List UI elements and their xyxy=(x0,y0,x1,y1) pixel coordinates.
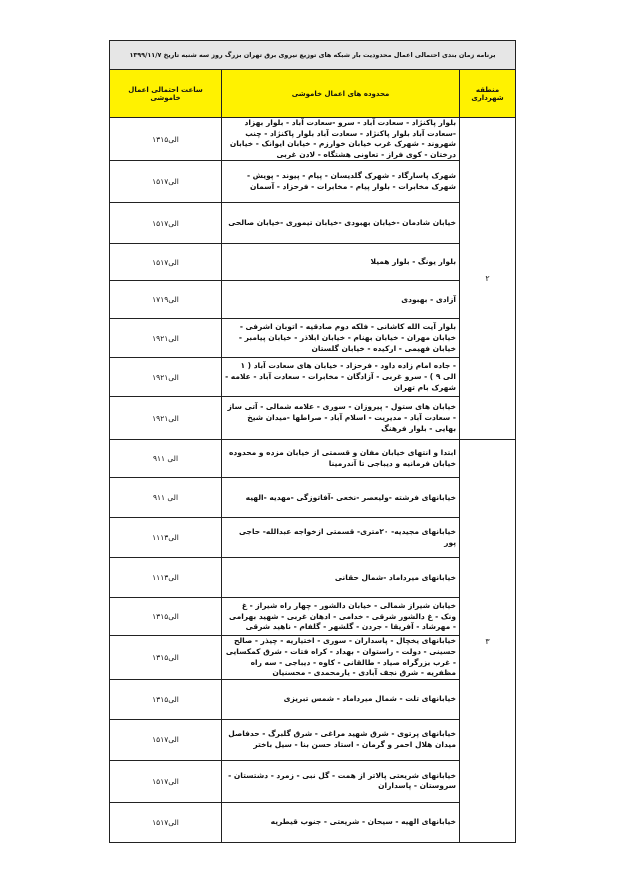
time-cell: ۱۱الی۱۳ xyxy=(110,518,222,558)
time-cell: ۱۳الی۱۵ xyxy=(110,118,222,161)
area-cell: ابتدا و انتهای خیابان مفان و قسمتی از خیابان مزده و محدوده خیابان فرمانیه و دیباجی تا آندرمینا xyxy=(222,440,460,478)
area-cell: خیابانهای تلت - شمال میرداماد - شمس تبریزی xyxy=(222,679,460,719)
time-cell: ۹الی ۱۱ xyxy=(110,478,222,518)
area-cell: خیابان شادمان -خیابان بهبودی -خیابان تیموری -خیابان صالحی xyxy=(222,203,460,244)
area-cell: آزادی - بهبودی xyxy=(222,281,460,319)
table-title: برنامه زمان بندی احتمالی اعمال محدودیت بار شبکه های توزیع نیروی برق تهران بزرگ روز سه شنبه تاریخ ۱۳۹۹/۱۱/۷ xyxy=(110,41,516,70)
header-region: منطقه شهرداری xyxy=(460,70,516,118)
area-cell: خیابانهای فرشته -ولیعصر -نخعی -آفاتوزگی -مهدیه -الهیه xyxy=(222,478,460,518)
schedule-table xyxy=(109,40,516,843)
time-cell: ۱۵الی۱۷ xyxy=(110,802,222,842)
area-cell: بلوار پاکنژاد - سعادت آباد - سرو -سعادت آباد - بلوار بهزاد -سعادت آباد بلوار پاکنژاد - سعادت آباد بلوار پاکنژاد - چنب شهروند - شهرک غرب خیابان خوارزم - خیابان ایوانک - خیابان درختان - کوی فراز - تعاونی هشتگاه - لادن غربی xyxy=(222,118,460,161)
time-cell: ۱۵الی۱۷ xyxy=(110,719,222,760)
time-cell: ۱۵الی۱۷ xyxy=(110,161,222,203)
time-cell: ۱۳الی۱۵ xyxy=(110,598,222,636)
time-cell: ۱۷الی۱۹ xyxy=(110,281,222,319)
area-cell: خیابانهای مجیدیه- ۲۰متری- قسمتی ازخواجه عبدالله- حاجی پور xyxy=(222,518,460,558)
header-areas: محدوده های اعمال خاموشی xyxy=(222,70,460,118)
area-cell: خیابان شیراز شمالی - خیابان دالشور - چهار راه شیراز - غ ونک - غ دالشور شرقی - خدامی - ادهان غربی - شهید بهرامی - مهرشاد - آفریقا - جردن - گلشهر - گلفام - ناهید شرقی xyxy=(222,598,460,636)
header-time: ساعت احتمالی اعمال خاموشی xyxy=(110,70,222,118)
area-cell: - جاده امام زاده داود - فرحزاد - خیابان های سعادت آباد ( ۱ الی ۹ ) - سرو غربی - آزادگان - مخابرات - سعادت آباد - علامه - شهرک بام تهران xyxy=(222,358,460,397)
time-cell: ۱۳الی۱۵ xyxy=(110,636,222,679)
time-cell: ۱۳الی۱۵ xyxy=(110,679,222,719)
time-cell: ۱۹الی۲۱ xyxy=(110,319,222,358)
area-cell: خیابانهای الهیه - سیحان - شریعتی - جنوب قیطریه xyxy=(222,802,460,842)
time-cell: ۱۵الی۱۷ xyxy=(110,760,222,802)
area-cell: خیابان های ستول - پیروزان - سوری - علامه شمالی - آتی ساز - سعادت آباد - مدیریت - اسلام آباد - صراطها -میدان شیخ بهایی - بلوار فرهنگ xyxy=(222,397,460,440)
time-cell: ۹الی ۱۱ xyxy=(110,440,222,478)
area-cell: خیابانهای یخچال - پاسداران - سوری - اختیاریه - چیذر - صالح حسینی - دولت - راستوان - بهداد - کراه فتات - شرق کمکسایی - غرب بزرگراه صیاد - طالقانی - کاوه - دیباجی - سه راه مظفریه - شرق نجف آبادی - یارمحمدی - محسنیان xyxy=(222,636,460,679)
time-cell: ۱۱الی۱۳ xyxy=(110,558,222,598)
area-cell: شهرک پاسارگاد - شهرک گلدیسان - پیام - پیوند - پویش - شهرک مخابرات - بلوار پیام - مخابرات - فرحزاد - آسمان xyxy=(222,161,460,203)
time-cell: ۱۵الی۱۷ xyxy=(110,244,222,281)
time-cell: ۱۵الی۱۷ xyxy=(110,203,222,244)
area-cell: بلوار یونگ - بلوار همیلا xyxy=(222,244,460,281)
area-cell: خیابانهای میرداماد -شمال حقانی xyxy=(222,558,460,598)
time-cell: ۱۹الی۲۱ xyxy=(110,397,222,440)
area-cell: خیابانهای شریعتی پالاتر از همت - گل نبی - زمرد - دشتستان - سروستان - پاسداران xyxy=(222,760,460,802)
region-cell: ۳ xyxy=(460,440,516,842)
time-cell: ۱۹الی۲۱ xyxy=(110,358,222,397)
area-cell: بلوار آیت الله کاشانی - فلکه دوم صادقیه - اتوبان اشرفی - خیابان مهران - خیابان بهنام - خیابان ابلاذر - خیابان پیامبر - خیابان فهیمی - ارکیده - خیابان گلستان xyxy=(222,319,460,358)
region-cell: ۲ xyxy=(460,118,516,440)
area-cell: خیابانهای پرتوی - شرق شهید مراغی - شرق گلبرگ - حدفاصل میدان هلال احمر و گرمان - استاد حسن بنا - سیل باختر xyxy=(222,719,460,760)
